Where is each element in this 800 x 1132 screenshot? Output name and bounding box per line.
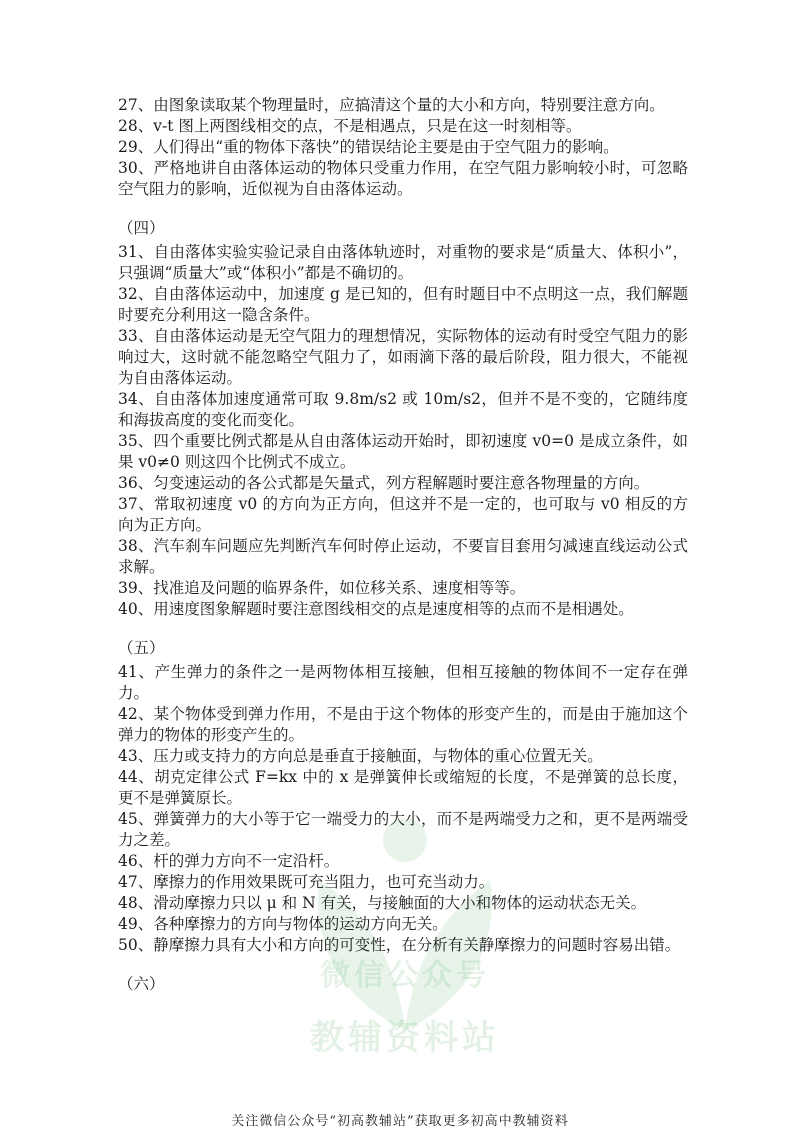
list-item: 27、由图象读取某个物理量时，应搞清这个量的大小和方向，特别要注意方向。: [118, 96, 665, 114]
list-item: 30、严格地讲自由落体运动的物体只受重力作用，在空气阻力影响较小时，可忽略空气阻力的影响，近似视为自由落体运动。: [118, 159, 688, 198]
section-six: [118, 974, 688, 995]
watermark-text-wechat: 微信公众号: [320, 958, 490, 993]
list-item: 34、自由落体加速度通常可取 9.8m/s2 或 10m/s2，但并不是不变的，它随纬度和海拔高度的变化而变化。: [118, 390, 688, 429]
list-item: 33、自由落体运动是无空气阻力的理想情况，实际物体的运动有时受空气阻力的影响过大，这时就不能忽略空气阻力了，如雨滴下落的最后阶段，阻力很大，不能视为自由落体运动。: [118, 327, 688, 387]
section-five: [118, 638, 688, 956]
section-heading: （四）: [118, 219, 165, 237]
section-four: [118, 218, 688, 620]
list-item: 44、胡克定律公式 F=kx 中的 x 是弹簧伸长或缩短的长度，不是弹簧的总长度，更不是弹簧原长。: [118, 768, 688, 807]
list-item: 37、常取初速度 v0 的方向为正方向，但这并不是一定的，也可取与 v0 相反的方向为正方向。: [118, 495, 688, 534]
list-item: 48、滑动摩擦力只以 μ 和 N 有关，与接触面的大小和物体的运动状态无关。: [118, 894, 647, 912]
list-item: 50、静摩擦力具有大小和方向的可变性，在分析有关静摩擦力的问题时容易出错。: [118, 936, 681, 954]
list-item: 29、人们得出“重的物体下落快”的错误结论主要是由于空气阻力的影响。: [118, 138, 619, 156]
section-heading: （六）: [118, 975, 165, 993]
list-item: 46、杆的弹力方向不一定沿杆。: [118, 852, 340, 870]
list-item: 49、各种摩擦力的方向与物体的运动方向无关。: [118, 915, 448, 933]
list-item: 28、v-t 图上两图线相交的点，不是相遇点，只是在这一时刻相等。: [118, 117, 582, 135]
section-continuation: [118, 95, 688, 200]
watermark-text-site: 教辅资料站: [310, 1018, 500, 1058]
list-item: 45、弹簧弹力的大小等于它一端受力的大小，而不是两端受力之和，更不是两端受力之差。: [118, 810, 688, 849]
list-item: 43、压力或支持力的方向总是垂直于接触面，与物体的重心位置无关。: [118, 747, 603, 765]
list-item: 40、用速度图象解题时要注意图线相交的点是速度相等的点而不是相遇处。: [118, 600, 634, 618]
list-item: 38、汽车刹车问题应先判断汽车何时停止运动，不要盲目套用匀减速直线运动公式求解。: [118, 537, 688, 576]
page-footer: 关注微信公众号“初高教辅站”获取更多初高中教辅资料: [231, 1114, 569, 1129]
list-item: 36、匀变速运动的各公式都是矢量式，列方程解题时要注意各物理量的方向。: [118, 474, 650, 492]
list-item: 42、某个物体受到弹力作用，不是由于这个物体的形变产生的，而是由于施加这个弹力的物体的形变产生的。: [118, 705, 688, 744]
document-body: [118, 95, 688, 998]
list-item: 31、自由落体实验实验记录自由落体轨迹时，对重物的要求是“质量大、体积小”，只强调“质量大”或“体积小”都是不确切的。: [118, 243, 688, 282]
list-item: 47、摩擦力的作用效果既可充当阻力，也可充当动力。: [118, 873, 495, 891]
list-item: 32、自由落体运动中，加速度 g 是已知的，但有时题目中不点明这一点，我们解题时要充分利用这一隐含条件。: [118, 285, 688, 324]
list-item: 39、找准追及问题的临界条件，如位移关系、速度相等等。: [118, 579, 526, 597]
list-item: 41、产生弹力的条件之一是两物体相互接触，但相互接触的物体间不一定存在弹力。: [118, 663, 688, 702]
list-item: 35、四个重要比例式都是从自由落体运动开始时，即初速度 v0=0 是成立条件，如果 v0≠0 则这四个比例式不成立。: [118, 432, 688, 471]
section-heading: （五）: [118, 639, 165, 657]
